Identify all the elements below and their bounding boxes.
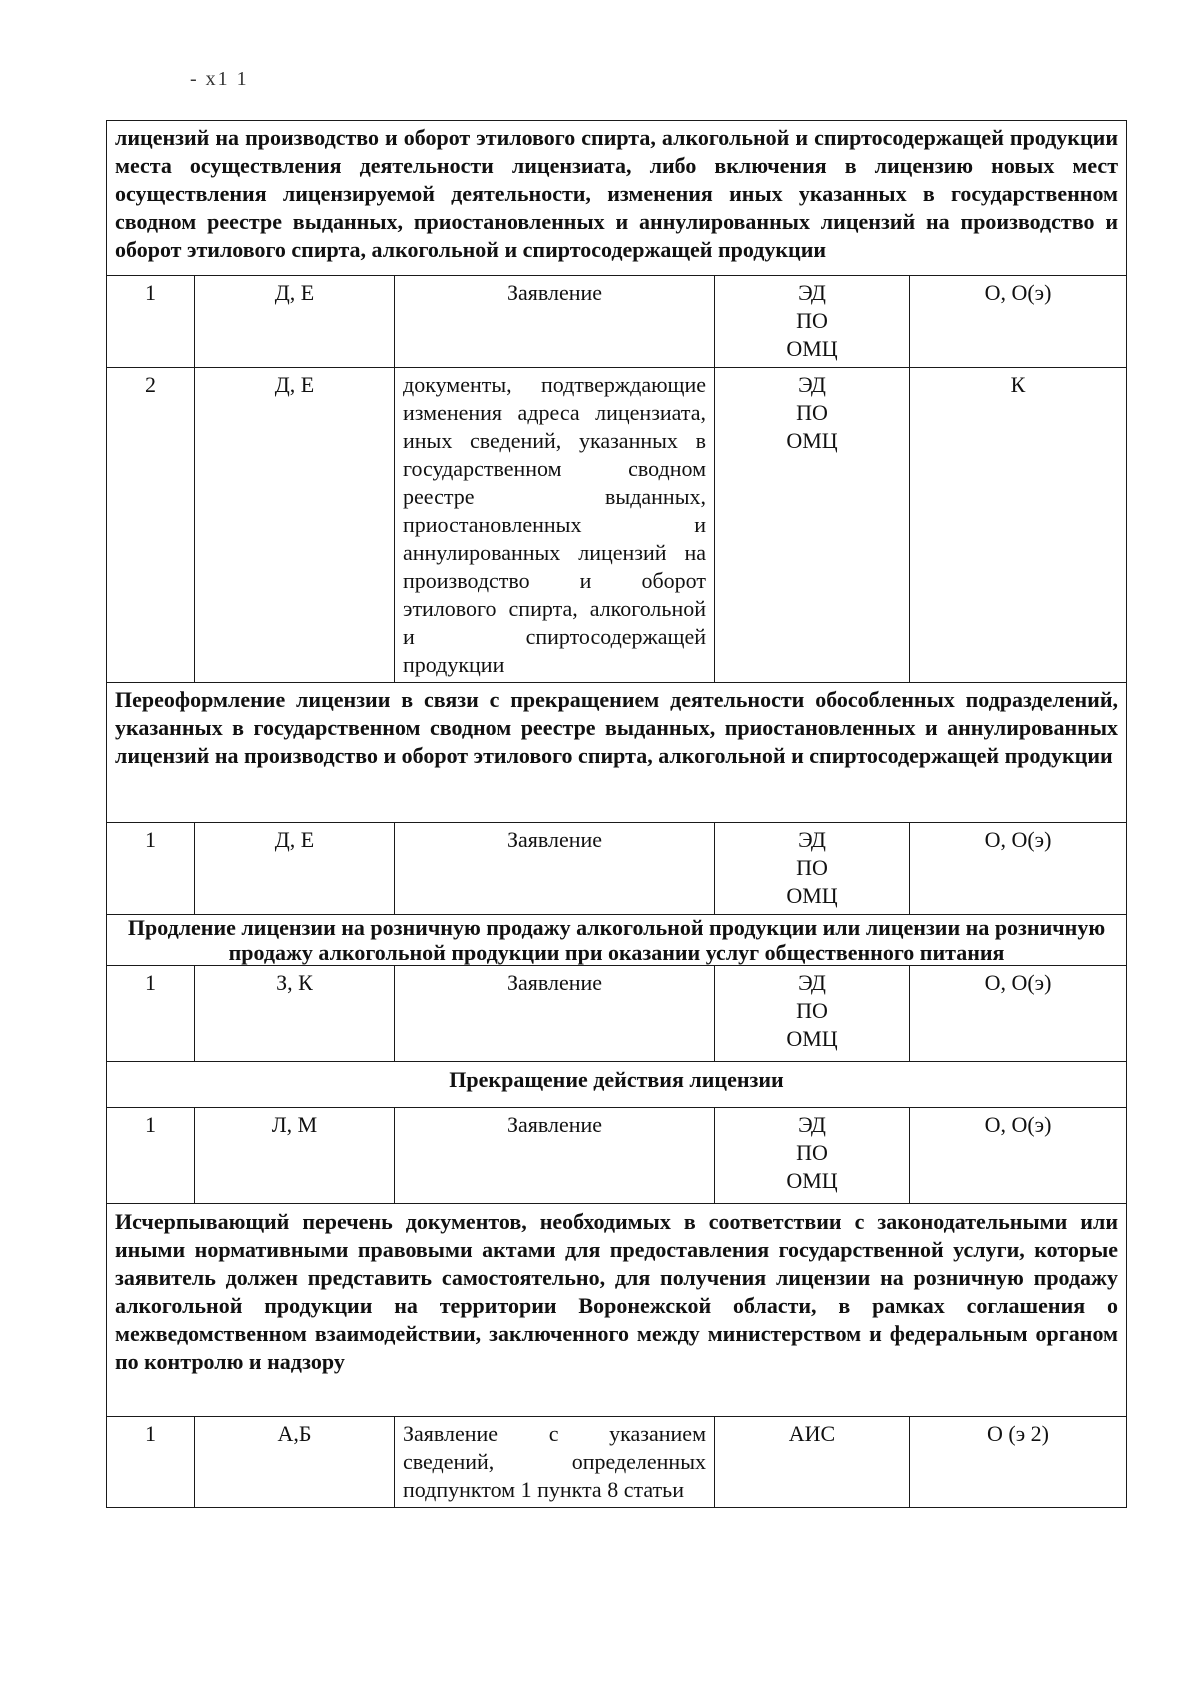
- document-name: Заявление: [395, 966, 715, 1062]
- section-header-row: [107, 121, 1127, 276]
- row-number: 1: [107, 966, 195, 1062]
- section-heading: Прекращение действия лицензии: [107, 1062, 1127, 1108]
- submission-format: [715, 1108, 910, 1204]
- format-item: ОМЦ: [786, 428, 838, 453]
- applicant-codes: А,Б: [195, 1417, 395, 1508]
- row-number: 1: [107, 1108, 195, 1204]
- section-header-row: [107, 915, 1127, 966]
- format-item: ОМЦ: [786, 1168, 838, 1193]
- submission-format: [715, 966, 910, 1062]
- applicant-codes: З, К: [195, 966, 395, 1062]
- format-item: ОМЦ: [786, 336, 838, 361]
- result-code: О, О(э): [910, 823, 1127, 915]
- row-number: 1: [107, 1417, 195, 1508]
- format-item: ОМЦ: [786, 1026, 838, 1051]
- row-number: 1: [107, 276, 195, 368]
- format-item: ЭД: [798, 1112, 826, 1137]
- result-code: О (э 2): [910, 1417, 1127, 1508]
- section-header-row: [107, 683, 1127, 823]
- format-item: ОМЦ: [786, 883, 838, 908]
- table-row: [107, 966, 1127, 1062]
- table-row: [107, 1417, 1127, 1508]
- result-code: О, О(э): [910, 966, 1127, 1062]
- section-heading: Переоформление лицензии в связи с прекращением деятельности обособленных подразделений, указанных в государственном сводном реестре выданных, приостановленных и аннулированных лицензий на производство и оборот этилового спирта, алкогольной и спиртосодержащей продукции: [107, 683, 1127, 823]
- format-item: ЭД: [798, 970, 826, 995]
- applicant-codes: Л, М: [195, 1108, 395, 1204]
- documents-table: [106, 120, 1127, 1508]
- document-name: Заявление: [395, 823, 715, 915]
- table-row: [107, 276, 1127, 368]
- row-number: 2: [107, 368, 195, 683]
- format-item: ПО: [796, 400, 828, 425]
- applicant-codes: Д, Е: [195, 276, 395, 368]
- document-name: Заявление: [395, 276, 715, 368]
- section-header-row: [107, 1204, 1127, 1417]
- format-item: ПО: [796, 998, 828, 1023]
- result-code: К: [910, 368, 1127, 683]
- section-heading: Исчерпывающий перечень документов, необходимых в соответствии с законодательными или иными нормативными правовыми актами для предоставления государственной услуги, которые заявитель должен представить самостоятельно, для получения лицензии на розничную продажу алкогольной продукции на территории Воронежской области, в рамках соглашения о межведомственном взаимодействии, заключенного между министерством и федеральным органом по контролю и надзору: [107, 1204, 1127, 1417]
- page-number-mark: - x1 1: [190, 68, 249, 90]
- table-row: [107, 1108, 1127, 1204]
- applicant-codes: Д, Е: [195, 368, 395, 683]
- table-row: [107, 368, 1127, 683]
- document-name: Заявление с указанием сведений, определенных подпунктом 1 пункта 8 статьи: [395, 1417, 715, 1508]
- applicant-codes: Д, Е: [195, 823, 395, 915]
- table-row: [107, 823, 1127, 915]
- result-code: О, О(э): [910, 276, 1127, 368]
- format-item: ПО: [796, 855, 828, 880]
- format-item: ЭД: [798, 280, 826, 305]
- document-name: Заявление: [395, 1108, 715, 1204]
- format-item: ПО: [796, 1140, 828, 1165]
- submission-format: [715, 823, 910, 915]
- submission-format: [715, 368, 910, 683]
- format-item: ПО: [796, 308, 828, 333]
- section-heading: лицензий на производство и оборот этилового спирта, алкогольной и спиртосодержащей продукции места осуществления деятельности лицензиата, либо включения в лицензию новых мест осуществления лицензируемой деятельности, изменения иных указанных в государственном сводном реестре выданных, приостановленных и аннулированных лицензий на производство и оборот этилового спирта, алкогольной и спиртосодержащей продукции: [107, 121, 1127, 276]
- document-name: документы, подтверждающие изменения адреса лицензиата, иных сведений, указанных в государственном сводном реестре выданных, приостановленных и аннулированных лицензий на производство и оборот этилового спирта, алкогольной и спиртосодержащей продукции: [395, 368, 715, 683]
- submission-format: [715, 1417, 910, 1508]
- row-number: 1: [107, 823, 195, 915]
- format-item: АИС: [788, 1421, 836, 1446]
- format-item: ЭД: [798, 372, 826, 397]
- format-item: ЭД: [798, 827, 826, 852]
- section-header-row: [107, 1062, 1127, 1108]
- section-heading: Продление лицензии на розничную продажу алкогольной продукции или лицензии на розничную продажу алкогольной продукции при оказании услуг общественного питания: [107, 915, 1127, 966]
- submission-format: [715, 276, 910, 368]
- result-code: О, О(э): [910, 1108, 1127, 1204]
